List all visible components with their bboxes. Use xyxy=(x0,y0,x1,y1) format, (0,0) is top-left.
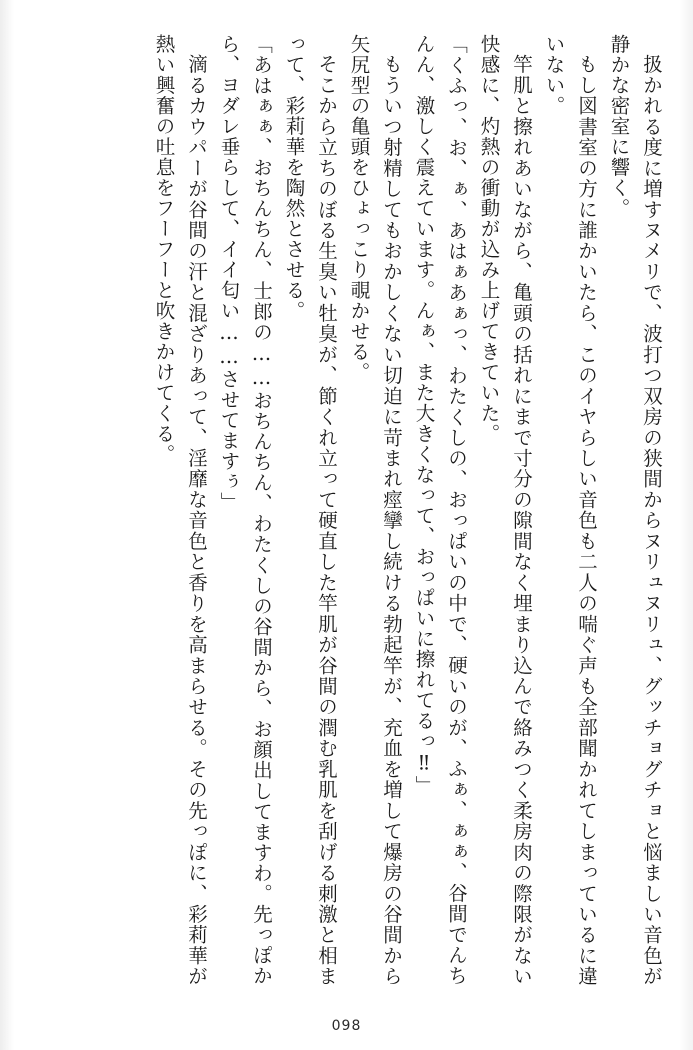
paragraph: 滴るカウパーが谷間の汗と混ざりあって、淫靡な音色と香りを高まらせる。その先っぽに、彩莉華が熱い興奮の吐息をフーフーと吹きかけてくる。 xyxy=(152,34,208,986)
paragraph: 扱かれる度に増すヌメリで、波打つ双房の狭間からヌリュヌリュ、グッチョグチョと悩ましい音色が静かな密室に響く。 xyxy=(607,34,663,986)
page-number: 098 xyxy=(331,1018,362,1034)
paragraph: 「くふっ、お、ぁ、あはぁあぁっ、わたくしの、おっぱいの中で、硬いのが、ふぁ、ぁぁ、谷間でんちんん、激しく震えています。んぁ、また大きくなって、おっぱいに擦れてるっ‼」 xyxy=(412,34,468,986)
paragraph: 竿肌と擦れあいながら、亀頭の括れにまで寸分の隙間なく埋まり込んで絡みつく柔房肉の際限がない快感に、灼熱の衝動が込み上げてきていた。 xyxy=(477,34,533,986)
paragraph: もし図書室の方に誰かいたら、このイヤらしい音色も二人の喘ぐ声も全部聞かれてしまっているに違いない。 xyxy=(542,34,598,986)
paragraph: もういつ射精してもおかしくない切迫に苛まれ痙攣し続ける勃起竿が、充血を増して爆房の谷間から矢尻型の亀頭をひょっこり覗かせる。 xyxy=(347,34,403,986)
paragraph: そこから立ちのぼる生臭い牡臭が、節くれ立って硬直した竿肌が谷間の潤む乳肌を刮げる刺激と相まって、彩莉華を陶然とさせる。 xyxy=(282,34,338,986)
paragraph: 「あはぁぁ、おちんちん、士郎の……おちんちん、わたくしの谷間から、お顔出してますわ。先っぽから、ヨダレ垂らして、イイ匂い……させてますぅ」 xyxy=(217,34,273,986)
page-body-text xyxy=(26,34,667,986)
